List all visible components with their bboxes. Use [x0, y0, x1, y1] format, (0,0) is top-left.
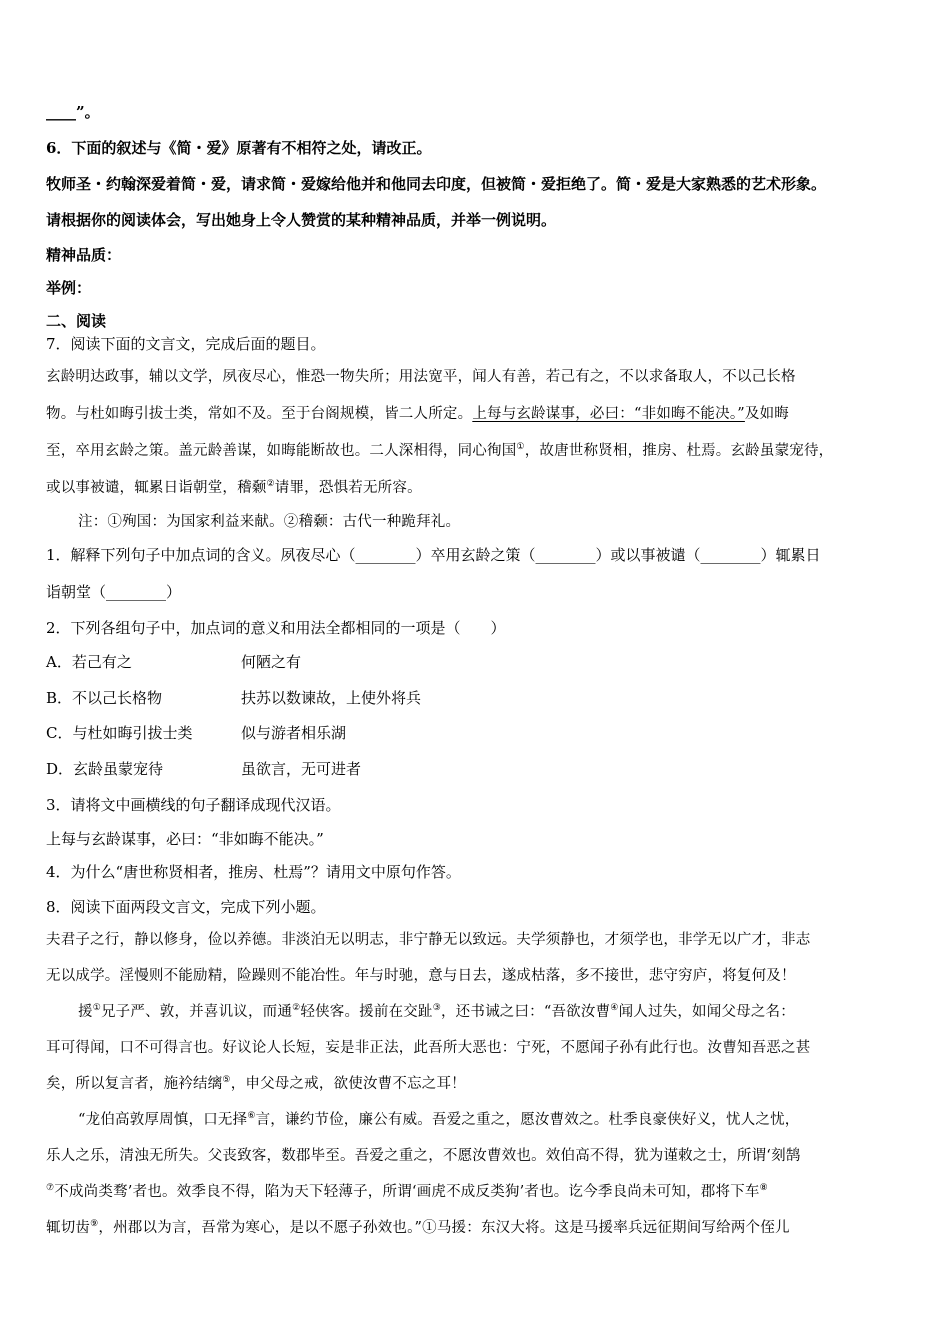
q7-sub3-sentence: 上每与玄龄谋事，必曰：“非如晦不能决。” [46, 830, 324, 848]
footnote-marker: ② [266, 479, 275, 490]
option-left: D．玄龄虽蒙宠待 [46, 760, 164, 778]
q7-note: 注：①殉国：为国家利益来献。②稽颡：古代一种跪拜礼。 [78, 514, 461, 530]
passage-text: ，申父母之戒，欲使汝曹不忘之耳！ [230, 1076, 466, 1092]
passage-text: 援 [78, 1004, 93, 1020]
option-right: 何陋之有 [241, 653, 302, 671]
section-title: 二、阅读 [46, 312, 107, 330]
option-right: 似与游者相乐湖 [241, 724, 347, 742]
q8-intro: 8．阅读下面两段文言文，完成下列小题。 [46, 898, 326, 916]
footnote-marker: ⑥ [247, 1111, 256, 1122]
q8-passage-line: 夫君子之行，静以修身，俭以养德。非淡泊无以明志，非宁静无以致远。夫学须静也，才须学也，非学无以广才，非志 [46, 932, 811, 948]
footnote-marker: ① [92, 1003, 101, 1014]
q7-sub3: 3．请将文中画横线的句子翻译成现代汉语。 [46, 796, 341, 814]
footnote-marker: ⑤ [222, 1075, 231, 1086]
q7-sub2: 2．下列各组句子中，加点词的意义和用法全都相同的一项是（ ） [46, 619, 506, 637]
passage-text: 或以事被谴，辄累日诣朝堂，稽颡 [46, 480, 267, 496]
q7-sub1-cont: 诣朝堂（________） [46, 583, 182, 601]
q8-passage-line: 乐人之乐，清浊无所失。父丧致客，数郡毕至。吾爱之重之，不愿汝曹效也。效伯高不得，犹为谨敕之士，所谓‘刻鹄 [46, 1148, 801, 1164]
footnote-marker: ⑧ [759, 1183, 768, 1194]
footnote-marker: ① [516, 442, 525, 453]
q6-prompt: 请根据你的阅读体会，写出她身上令人赞赏的某种精神品质，并举一例说明。 [46, 211, 557, 229]
option-right: 扶苏以数谏故，上使外将兵 [241, 689, 422, 707]
q7-sub1: 1．解释下列句子中加点词的含义。夙夜尽心（________）卒用玄龄之策（________）或以事被谴（________）辄累日 [46, 546, 821, 564]
passage-text: ，还书诫之曰：“吾欲汝曹 [440, 1004, 611, 1020]
passage-text: 兄子严、敦，并喜讥议，而通 [100, 1004, 293, 1020]
q7-passage-line [46, 478, 422, 498]
q8-passage-line [78, 1110, 800, 1130]
passage-text: 不成尚类骛’者也。效季良不得，陷为天下轻薄子，所谓‘画虎不成反类狗’者也。讫今季良尚未可知，郡将下车 [54, 1184, 760, 1200]
footnote-marker: ⑦ [46, 1183, 55, 1194]
footnote-marker: ② [292, 1003, 301, 1014]
q8-passage-line: 无以成学。淫慢则不能励精，险躁则不能冶性。年与时驰，意与日去，遂成枯落，多不接世，悲守穷庐，将复何及！ [46, 968, 796, 984]
footnote-marker: ③ [432, 1003, 441, 1014]
q8-passage-line [46, 1218, 790, 1238]
passage-text: ，州郡以为言，吾常为寒心，是以不愿子孙效也。”①马援：东汉大将。这是马援率兵远征期间写给两个侄儿 [98, 1220, 790, 1236]
underlined-sentence: 上每与玄龄谋事，必曰：“非如晦不能决。” [472, 406, 745, 422]
passage-text: 矣，所以复言者，施衿结缡 [46, 1076, 223, 1092]
q5-answer-tail: ____”。 [46, 103, 100, 121]
passage-text: 言，谦约节俭，廉公有威。吾爱之重之，愿汝曹效之。杜季良豪侠好义，忧人之忧， [255, 1112, 800, 1128]
passage-text: 闻人过失，如闻父母之名： [618, 1004, 795, 1020]
passage-text: 及如晦 [744, 406, 789, 422]
q8-passage-line: 耳可得闻，口不可得言也。好议论人长短，妄是非正法，此吾所大恶也：宁死，不愿闻子孙有此行也。汝曹知吾恶之甚 [46, 1040, 811, 1056]
passage-text: ，故唐世称贤相，推房、杜焉。玄龄虽蒙宠待， [524, 443, 834, 459]
q6-statement: 牧师圣・约翰深爱着简・爱，请求简・爱嫁给他并和他同去印度，但被简・爱拒绝了。简・爱是大家熟悉的艺术形象。 [46, 175, 827, 193]
passage-text: 物。与杜如晦引拔士类，常如不及。至于台阁规模，皆二人所定。 [46, 406, 473, 422]
q8-passage-line [78, 1002, 795, 1022]
passage-text: 请罪，恐惧若无所容。 [274, 480, 422, 496]
q7-sub4: 4．为什么“唐世称贤相者，推房、杜焉”？请用文中原句作答。 [46, 863, 461, 881]
option-left: A．若己有之 [46, 653, 132, 671]
q7-passage-line [46, 441, 833, 461]
passage-text: 轻侠客。援前在交趾 [300, 1004, 433, 1020]
passage-text: 辄切齿 [46, 1220, 91, 1236]
q8-passage-line [46, 1074, 466, 1094]
footnote-marker: ④ [610, 1003, 619, 1014]
option-left: C．与杜如晦引拔士类 [46, 724, 193, 742]
option-left: B．不以己长格物 [46, 689, 163, 707]
q8-passage-line [46, 1182, 768, 1202]
passage-text: “龙伯高敦厚周慎，口无择 [78, 1112, 248, 1128]
passage-text: 至，卒用玄龄之策。盖元龄善谋，如晦能断故也。二人深相得，同心徇国 [46, 443, 517, 459]
q6-example-label: 举例： [46, 279, 92, 297]
q7-passage-line: 玄龄明达政事，辅以文学，夙夜尽心，惟恐一物失所；用法宽平，闻人有善，若己有之，不以求备取人，不以己长格 [46, 369, 796, 385]
option-right: 虽欲言，无可进者 [241, 760, 362, 778]
q6-quality-label: 精神品质： [46, 246, 122, 264]
footnote-marker: ⑨ [90, 1219, 99, 1230]
q6-title: 6．下面的叙述与《简・爱》原著有不相符之处，请改正。 [46, 139, 432, 157]
q7-intro: 7．阅读下面的文言文，完成后面的题目。 [46, 335, 326, 353]
q7-passage-line [46, 404, 789, 424]
